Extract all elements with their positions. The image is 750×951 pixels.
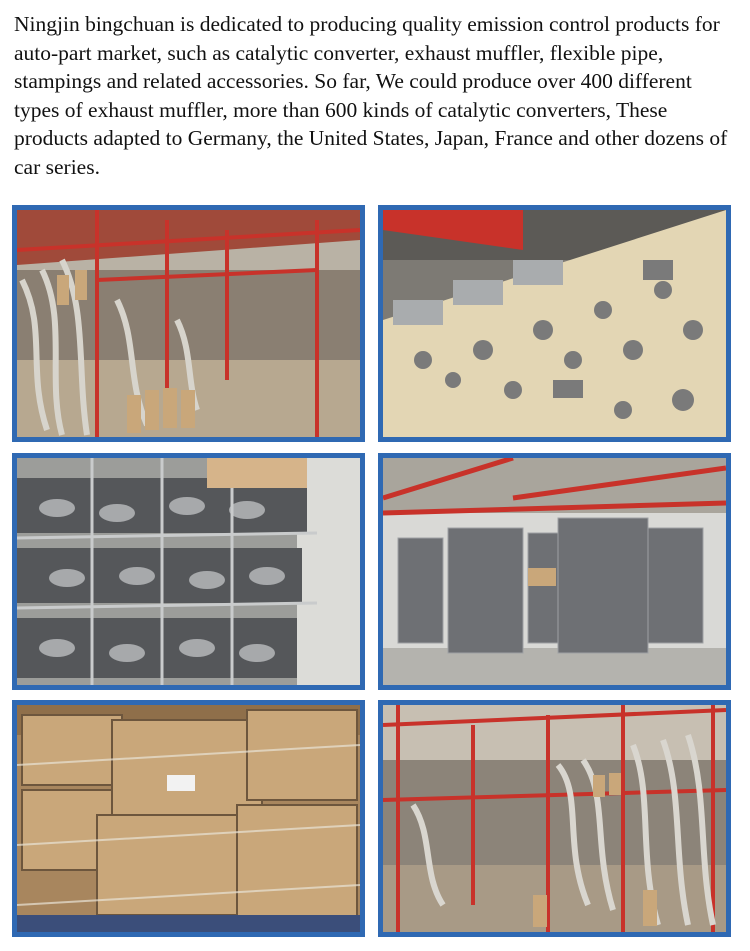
photo-exhaust-pipe-racks [378,700,731,937]
photo-converter-shelving [12,453,365,690]
intro-paragraph: Ningjin bingchuan is dedicated to producing quality emission control products for auto-part market, such as catalytic converter, exhaust muffler, flexible pipe, stampings and related accessories. So far, We could produce over 400 different types of exhaust muffler, more than 600 kinds of catalytic converters, These products adapted to Germany, the United States, Japan, France and other dozens of car series. [14,12,728,179]
photo-parts-display-wall [378,205,731,442]
photo-wire-cage-storage [378,453,731,690]
photo-muffler-warehouse [12,205,365,442]
photo-packed-boxes [12,700,365,937]
